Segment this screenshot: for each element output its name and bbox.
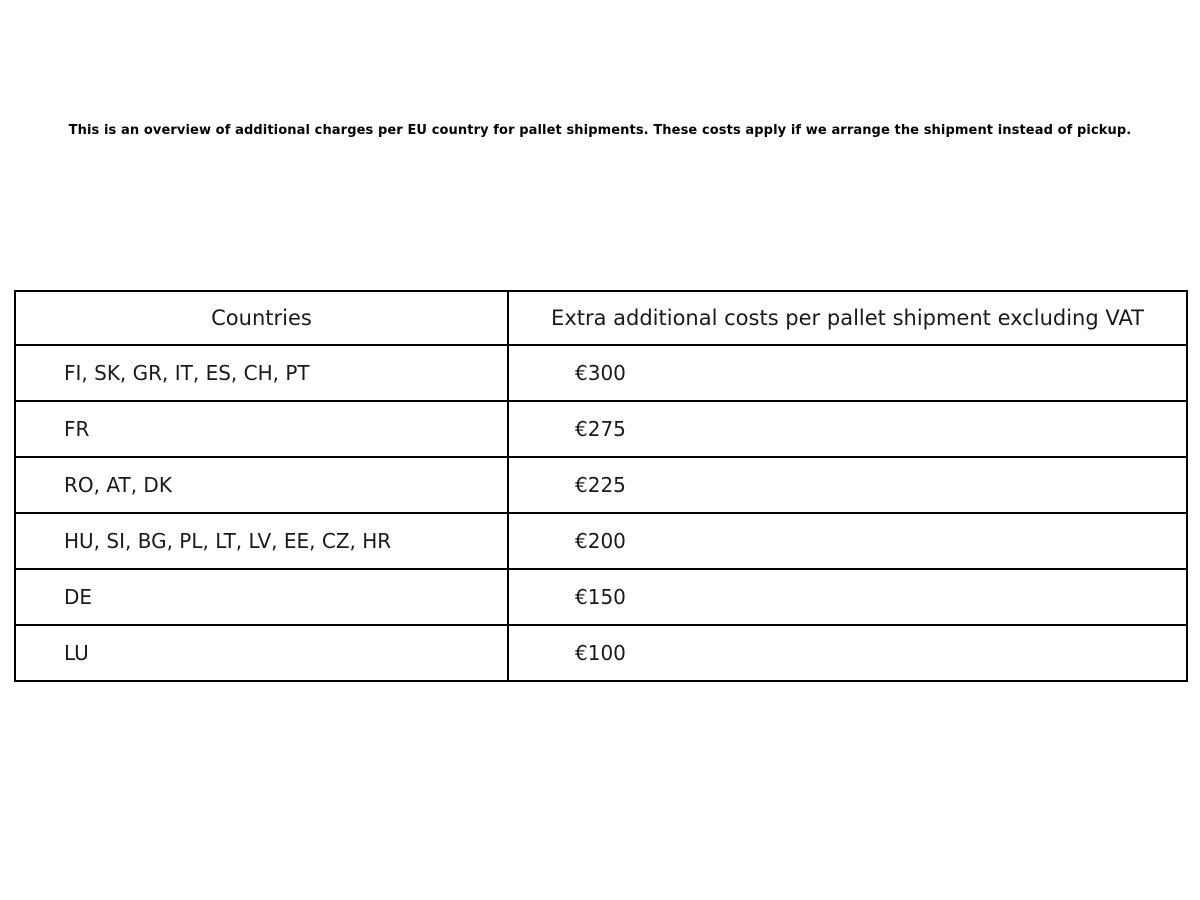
table-row <box>15 457 1187 513</box>
table-row <box>15 569 1187 625</box>
countries-cell: DE <box>15 569 508 625</box>
countries-cell: FR <box>15 401 508 457</box>
countries-cell: LU <box>15 625 508 681</box>
countries-cell: FI, SK, GR, IT, ES, CH, PT <box>15 345 508 401</box>
countries-cell: HU, SI, BG, PL, LT, LV, EE, CZ, HR <box>15 513 508 569</box>
cost-cell: €100 <box>508 625 1187 681</box>
cost-cell: €200 <box>508 513 1187 569</box>
table-header-row <box>15 291 1187 345</box>
countries-column-header: Countries <box>15 291 508 345</box>
table-row <box>15 345 1187 401</box>
pallet-charges-table <box>14 290 1188 682</box>
table-row <box>15 513 1187 569</box>
cost-cell: €300 <box>508 345 1187 401</box>
countries-cell: RO, AT, DK <box>15 457 508 513</box>
cost-column-header: Extra additional costs per pallet shipment excluding VAT <box>508 291 1187 345</box>
table-row <box>15 625 1187 681</box>
overview-note: This is an overview of additional charges per EU country for pallet shipments. These costs apply if we arrange the shipment instead of pickup. <box>68 123 1132 138</box>
table-row <box>15 401 1187 457</box>
cost-cell: €150 <box>508 569 1187 625</box>
cost-cell: €225 <box>508 457 1187 513</box>
cost-cell: €275 <box>508 401 1187 457</box>
